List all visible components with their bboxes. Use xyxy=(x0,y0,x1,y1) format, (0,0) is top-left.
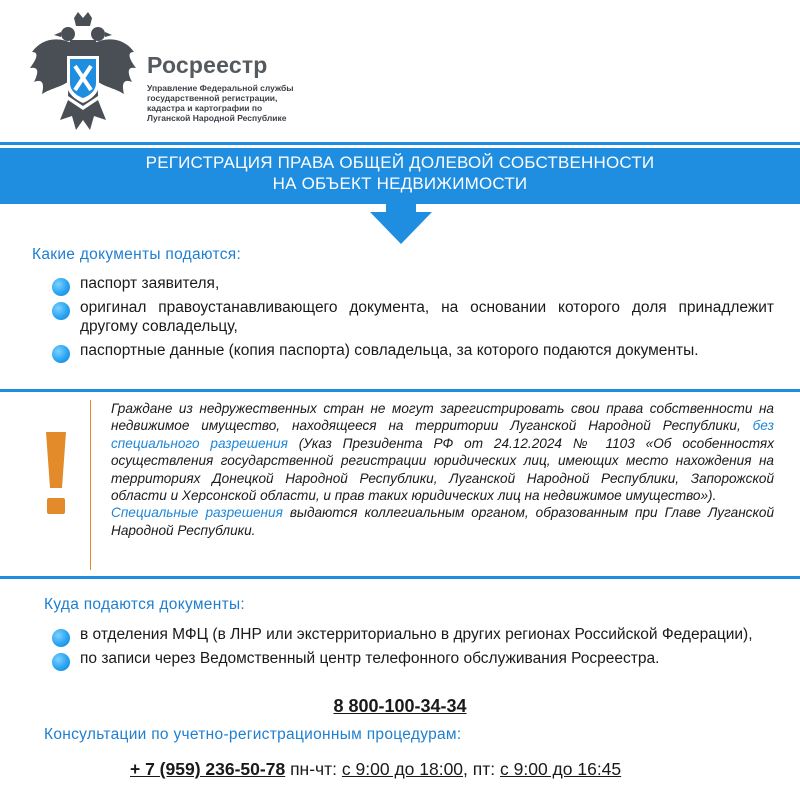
list-item: оригинал правоустанавливающего документа, на основании которого доля принадлежит другому совладельцу, xyxy=(52,298,774,336)
consultation-phone[interactable]: + 7 (959) 236-50-78 xyxy=(130,759,286,779)
page-title-line1: РЕГИСТРАЦИЯ ПРАВА ОБЩЕЙ ДОЛЕВОЙ СОБСТВЕННОСТИ xyxy=(145,153,655,172)
bullet-dot-icon xyxy=(52,302,70,320)
brand-subtitle: Управление Федеральной службы государственной регистрации, кадастра и картографии по Луганской Народной Республике xyxy=(147,83,294,123)
consultation-hours xyxy=(130,759,621,780)
where-heading: Куда подаются документы: xyxy=(44,596,246,613)
list-item: паспортные данные (копия паспорта) совладельца, за которого подаются документы. xyxy=(52,341,774,360)
notice-paragraph-1: Граждане из недружественных стран не могут зарегистрировать свои права собственности на недвижимое имущество, находящееся на территории Луганской Народной Республики, без специального разрешения (Указ Президента РФ от 24.12.2024 № 1103 «Об особенностях осуществления государственной регистрации юридических лиц, имеющих место нахождения на территориях Донецкой Народной Республики, Луганской Народной Республики, Запорожской области и Херсонской области, и прав таких юридических лиц на недвижимое имущество»). xyxy=(111,401,774,504)
consultations-heading: Консультации по учетно-регистрационным процедурам: xyxy=(44,726,462,743)
down-arrow-icon xyxy=(370,202,432,244)
bullet-dot-icon xyxy=(52,278,70,296)
bullet-dot-icon xyxy=(52,345,70,363)
documents-heading: Какие документы подаются: xyxy=(32,246,242,263)
days-mon-thu: пн-чт: xyxy=(290,759,338,779)
list-item: в отделения МФЦ (в ЛНР или экстерриториально в других регионах Российской Федерации), xyxy=(52,625,774,644)
special-permissions-term: Специальные разрешения xyxy=(111,505,283,521)
notice-paragraph-2: Специальные разрешения выдаются коллегиальным органом, образованным при Главе Луганской Народной Республики. xyxy=(111,505,775,538)
bullet-dot-icon xyxy=(52,629,70,647)
section-divider xyxy=(0,576,800,579)
list-item: паспорт заявителя, xyxy=(52,274,774,293)
notice-block xyxy=(90,400,774,570)
brand-block xyxy=(147,52,297,123)
section-divider xyxy=(0,389,800,392)
hotline-phone[interactable]: 8 800-100-34-34 xyxy=(333,696,467,716)
documents-list xyxy=(52,274,774,365)
where-list xyxy=(52,625,774,673)
hours-fri: с 9:00 до 16:45 xyxy=(500,759,622,779)
title-top-rule xyxy=(0,142,800,145)
special-permission-link: без специального разрешения xyxy=(111,418,774,451)
brand-name: Росреестр xyxy=(147,52,268,78)
exclamation-icon xyxy=(40,432,72,516)
eagle-emblem-icon xyxy=(28,12,138,136)
bullet-dot-icon xyxy=(52,653,70,671)
days-fri: пт: xyxy=(472,759,496,779)
rosreestr-logo xyxy=(28,12,138,136)
title-banner xyxy=(0,136,800,246)
list-item: по записи через Ведомственный центр телефонного обслуживания Росреестра. xyxy=(52,649,774,668)
page-title xyxy=(0,152,800,194)
page-title-line2: НА ОБЪЕКТ НЕДВИЖИМОСТИ xyxy=(272,174,528,193)
hours-mon-thu: с 9:00 до 18:00 xyxy=(341,759,464,779)
hours-separator: , xyxy=(463,759,473,779)
